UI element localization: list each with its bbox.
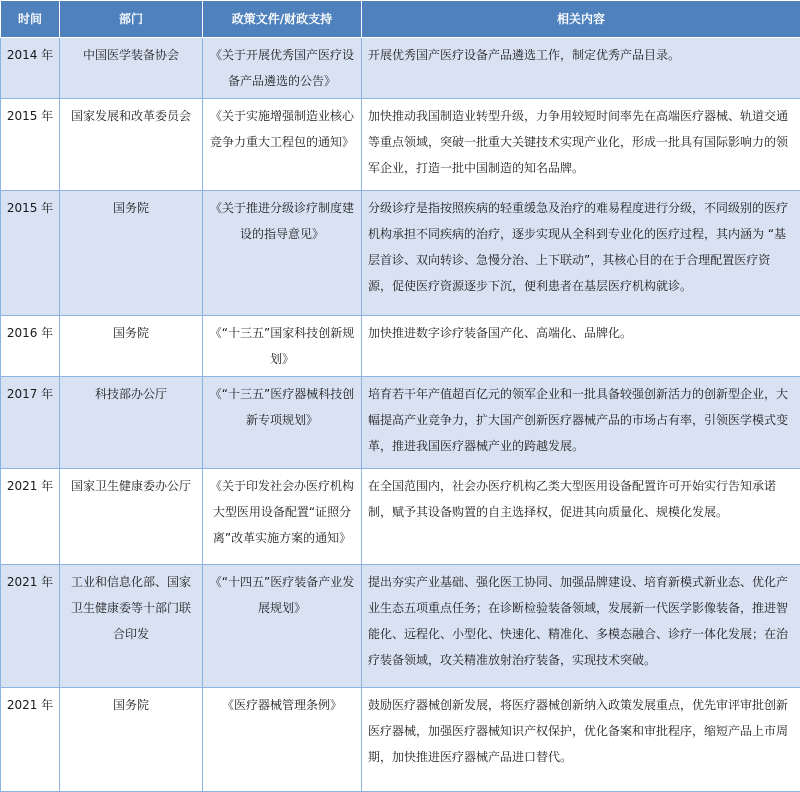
header-content: 相关内容 (362, 1, 800, 38)
header-row (1, 1, 800, 38)
cell-policy: 《“十三五”医疗器械科技创新专项规划》 (203, 377, 362, 469)
table-row (1, 377, 800, 469)
cell-year: 2014 年 (1, 38, 60, 99)
cell-policy: 《“十三五”国家科技创新规划》 (203, 316, 362, 377)
header-department: 部门 (60, 1, 203, 38)
cell-content: 加快推动我国制造业转型升级，力争用较短时间率先在高端医疗器械、轨道交通等重点领域，突破一批重大关键技术实现产业化，形成一批具有国际影响力的领军企业，打造一批中国制造的知名品牌。 (362, 99, 800, 191)
cell-department: 国家发展和改革委员会 (60, 99, 203, 191)
cell-policy: 《“十四五”医疗装备产业发展规划》 (203, 565, 362, 688)
cell-year: 2021 年 (1, 565, 60, 688)
cell-department: 国家卫生健康委办公厅 (60, 469, 203, 565)
table-row (1, 469, 800, 565)
cell-content: 分级诊疗是指按照疾病的轻重缓急及治疗的难易程度进行分级，不同级别的医疗机构承担不同疾病的治疗，逐步实现从全科到专业化的医疗过程，其内涵为 “基层首诊、双向转诊、急慢分治、上下联动”，其核心目的在于合理配置医疗资源，促使医疗资源逐步下沉，便利患者在基层医疗机构就诊。 (362, 191, 800, 316)
cell-department: 中国医学装备协会 (60, 38, 203, 99)
cell-year: 2017 年 (1, 377, 60, 469)
cell-department: 科技部办公厅 (60, 377, 203, 469)
cell-year: 2021 年 (1, 688, 60, 792)
cell-policy: 《关于印发社会办医疗机构大型医用设备配置“证照分离”改革实施方案的通知》 (203, 469, 362, 565)
table-row (1, 191, 800, 316)
table-row (1, 316, 800, 377)
table-row (1, 565, 800, 688)
cell-department: 国务院 (60, 316, 203, 377)
cell-year: 2016 年 (1, 316, 60, 377)
header-policy: 政策文件/财政支持 (203, 1, 362, 38)
cell-content: 鼓励医疗器械创新发展，将医疗器械创新纳入政策发展重点，优先审评审批创新医疗器械，加强医疗器械知识产权保护，优化备案和审批程序，缩短产品上市周期，加快推进医疗器械产品进口替代。 (362, 688, 800, 792)
cell-year: 2015 年 (1, 99, 60, 191)
cell-department: 国务院 (60, 191, 203, 316)
cell-content: 开展优秀国产医疗设备产品遴选工作，制定优秀产品目录。 (362, 38, 800, 99)
table-row (1, 99, 800, 191)
cell-content: 在全国范围内，社会办医疗机构乙类大型医用设备配置许可开始实行告知承诺制，赋予其设备购置的自主选择权，促进其向质量化、规模化发展。 (362, 469, 800, 565)
table-row (1, 688, 800, 792)
cell-policy: 《关于开展优秀国产医疗设备产品遴选的公告》 (203, 38, 362, 99)
cell-content: 加快推进数字诊疗装备国产化、高端化、品牌化。 (362, 316, 800, 377)
cell-content: 培育若干年产值超百亿元的领军企业和一批具备较强创新活力的创新型企业，大幅提高产业竞争力，扩大国产创新医疗器械产品的市场占有率，引领医学模式变革，推进我国医疗器械产业的跨越发展。 (362, 377, 800, 469)
cell-department: 国务院 (60, 688, 203, 792)
cell-content: 提出夯实产业基础、强化医工协同、加强品牌建设、培育新模式新业态、优化产业生态五项重点任务；在诊断检验装备领域，发展新一代医学影像装备，推进智能化、远程化、小型化、快速化、精准化、多模态融合、诊疗一体化发展；在治疗装备领域，攻关精准放射治疗装备，实现技术突破。 (362, 565, 800, 688)
cell-policy: 《关于推进分级诊疗制度建设的指导意见》 (203, 191, 362, 316)
cell-policy: 《关于实施增强制造业核心竞争力重大工程包的通知》 (203, 99, 362, 191)
table-row (1, 38, 800, 99)
cell-year: 2015 年 (1, 191, 60, 316)
cell-year: 2021 年 (1, 469, 60, 565)
cell-policy: 《医疗器械管理条例》 (203, 688, 362, 792)
cell-department: 工业和信息化部、国家卫生健康委等十部门联合印发 (60, 565, 203, 688)
header-time: 时间 (1, 1, 60, 38)
